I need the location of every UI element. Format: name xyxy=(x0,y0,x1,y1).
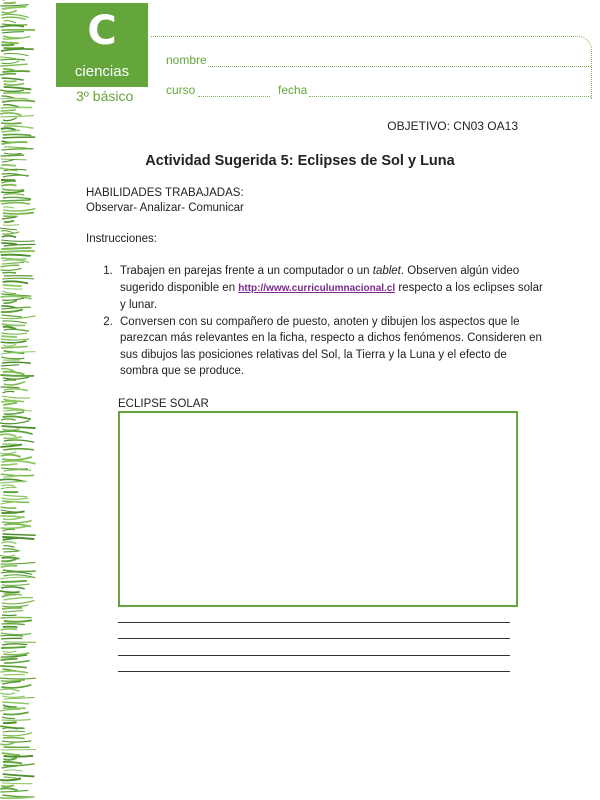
grass-blade xyxy=(2,461,36,464)
grass-blade xyxy=(1,107,33,108)
grass-blade xyxy=(1,468,28,469)
grass-blade xyxy=(0,577,31,579)
grass-blade xyxy=(4,620,32,621)
grass-blade xyxy=(1,336,17,337)
grass-blade xyxy=(3,281,28,283)
grass-blade xyxy=(1,566,18,567)
logo-letter: C xyxy=(87,8,117,54)
instruction-item-2: 2. Conversen con su compañero de puesto, anoten y dibujen los aspectos que le parezcan más relevantes en la ficha, respecto a dichos fenómenos. Consideren en sus dibujos las posiciones relativas del Sol, la Tierra y la Luna y el efecto de sombra que se produce. xyxy=(116,314,546,380)
student-info-frame xyxy=(151,36,592,99)
grass-blade xyxy=(2,189,24,190)
ciencias-logo xyxy=(56,3,148,87)
grass-blade xyxy=(3,71,30,72)
grass-blade xyxy=(3,209,35,211)
grass-blade xyxy=(2,624,25,625)
grass-blade xyxy=(1,17,26,19)
grass-blade xyxy=(0,678,36,679)
grass-blade xyxy=(3,722,17,723)
instruction-1-text-b: . Observen algún video sugerido disponible en xyxy=(120,265,520,294)
grass-blade xyxy=(3,551,17,552)
grass-blade xyxy=(1,719,30,720)
activity-title: Actividad Sugerida 5: Eclipses de Sol y Luna xyxy=(145,153,455,169)
grass-blade xyxy=(1,498,28,500)
logo-subject: ciencias xyxy=(74,63,130,80)
grass-blade xyxy=(1,581,27,582)
grass-blade xyxy=(0,778,21,780)
grass-blade xyxy=(3,372,25,375)
grass-blade xyxy=(0,116,33,117)
grass-blade xyxy=(1,617,32,618)
grass-blade xyxy=(4,389,28,391)
grass-blade xyxy=(2,584,30,585)
grass-blade xyxy=(2,521,31,523)
eclipse-solar-label: ECLIPSE SOLAR xyxy=(118,398,209,410)
grass-blade xyxy=(3,403,17,405)
grass-blade xyxy=(4,87,32,89)
grass-blade xyxy=(1,357,24,359)
grass-blade xyxy=(2,78,24,80)
grass-blade xyxy=(2,501,29,502)
grass-blade xyxy=(0,434,16,436)
grass-blade xyxy=(2,391,14,393)
grass-blade xyxy=(4,21,16,23)
grass-blade xyxy=(3,118,17,121)
grass-blade xyxy=(1,387,20,388)
grass-blade xyxy=(2,457,32,460)
grass-blade xyxy=(3,598,33,600)
grass-blade xyxy=(3,377,29,379)
skills-list: Observar- Analizar- Comunicar xyxy=(86,202,244,214)
grass-blade xyxy=(0,421,29,424)
grass-blade xyxy=(1,149,33,150)
grass-blade xyxy=(2,260,29,263)
grass-blade xyxy=(3,705,17,707)
objective-code: OBJETIVO: CN03 OA13 xyxy=(387,119,518,133)
grass-blade xyxy=(3,470,31,471)
grass-blade xyxy=(3,69,14,70)
nombre-field[interactable] xyxy=(208,66,591,67)
grass-blade xyxy=(2,32,24,33)
grass-blade xyxy=(2,605,28,607)
grass-blade xyxy=(0,591,20,592)
grass-blade xyxy=(4,244,36,246)
grass-blade xyxy=(4,412,24,414)
grass-blade xyxy=(3,627,18,628)
grass-blade xyxy=(3,207,14,208)
grass-blade xyxy=(2,137,35,138)
grass-blade xyxy=(3,194,24,195)
grass-blade xyxy=(3,758,16,760)
grass-blade xyxy=(4,329,29,331)
grass-blade xyxy=(3,764,34,766)
grass-blade xyxy=(2,324,26,325)
grass-blade xyxy=(3,774,35,776)
grass-blade xyxy=(0,452,16,454)
grass-blade xyxy=(2,278,34,279)
grass-blade xyxy=(2,298,24,300)
fecha-label: fecha xyxy=(278,83,308,97)
grass-blade xyxy=(3,213,34,214)
grass-blade xyxy=(4,437,22,439)
grass-blade xyxy=(4,440,34,442)
instruction-item-1 xyxy=(116,263,546,314)
grass-blade xyxy=(0,200,30,201)
grass-blade xyxy=(3,738,24,739)
grass-blade xyxy=(0,671,28,673)
grass-blade xyxy=(0,113,21,115)
grass-blade xyxy=(1,572,32,574)
grass-blade xyxy=(2,142,28,144)
grass-blade xyxy=(4,3,16,4)
grass-blade xyxy=(2,753,20,755)
grass-blade xyxy=(4,770,23,771)
grass-blade xyxy=(2,608,22,609)
grass-blade xyxy=(1,638,22,639)
grass-blade xyxy=(1,587,25,589)
grass-blade xyxy=(0,268,21,270)
curriculum-link[interactable]: http://www.curriculumnacional.cl xyxy=(238,282,396,294)
drawing-area[interactable] xyxy=(118,411,518,607)
grass-blade xyxy=(2,362,31,363)
grass-blade xyxy=(1,685,31,688)
grass-blade xyxy=(0,90,23,91)
grass-blade xyxy=(2,651,16,653)
grass-blade xyxy=(1,419,16,420)
grass-blade xyxy=(3,224,19,225)
grass-blade xyxy=(1,265,20,267)
grass-blade xyxy=(1,341,27,343)
grass-blade xyxy=(3,449,34,450)
grass-blade xyxy=(3,380,16,381)
instructions-heading: Instrucciones: xyxy=(86,233,157,245)
grass-blade xyxy=(1,310,23,313)
grass-blade xyxy=(1,128,16,130)
grass-blade xyxy=(3,731,25,732)
grass-blade xyxy=(1,485,14,486)
grass-blade xyxy=(0,790,28,792)
grass-blade xyxy=(1,307,30,309)
grass-blade xyxy=(1,633,31,635)
grass-blade xyxy=(2,696,25,697)
instruction-1-text-a: Trabajen en parejas frente a un computador o un xyxy=(120,265,373,277)
grass-blade xyxy=(2,315,22,317)
grass-blade xyxy=(3,570,36,572)
grass-blade xyxy=(2,741,31,742)
grass-blade xyxy=(3,301,17,304)
writing-line-3[interactable] xyxy=(118,655,510,656)
grass-blade xyxy=(3,291,17,293)
nombre-label: nombre xyxy=(166,53,207,67)
grass-blade xyxy=(1,130,20,132)
grass-blade xyxy=(3,345,16,347)
grass-blade xyxy=(4,756,34,757)
grass-blade xyxy=(4,382,26,385)
grass-blade xyxy=(1,243,17,244)
grass-blade xyxy=(2,558,20,559)
grass-blade xyxy=(1,296,32,299)
grass-blade xyxy=(2,10,17,13)
instruction-1-italic: tablet xyxy=(372,265,401,277)
grass-blade xyxy=(1,507,17,508)
grass-blade xyxy=(0,709,20,711)
grass-blade xyxy=(3,538,19,540)
grass-blade xyxy=(0,788,17,790)
grass-blade xyxy=(1,785,14,786)
grass-blade xyxy=(1,542,16,544)
grass-blade xyxy=(1,185,16,186)
grass-blade xyxy=(2,236,16,238)
grass-blade xyxy=(0,693,15,694)
grass-blade xyxy=(1,333,26,334)
grass-blade xyxy=(0,481,27,483)
grass-blade xyxy=(3,321,27,323)
grass-blade xyxy=(3,534,36,535)
grade-label: 3º básico xyxy=(76,88,134,104)
grass-blade xyxy=(0,251,35,252)
grass-blade xyxy=(4,777,17,778)
grass-blade xyxy=(0,502,15,504)
grass-blade xyxy=(1,647,26,648)
grass-blade xyxy=(0,57,16,59)
grass-blade xyxy=(0,228,17,230)
grass-blade xyxy=(4,84,24,85)
grass-blade xyxy=(1,487,17,489)
writing-line-1[interactable] xyxy=(118,622,510,623)
grass-blade xyxy=(2,100,35,102)
grass-blade xyxy=(3,285,22,286)
grass-blade xyxy=(1,255,31,256)
grass-blade xyxy=(1,365,19,366)
grass-blade xyxy=(3,197,31,199)
curso-field[interactable] xyxy=(198,96,270,97)
skills-heading: HABILIDADES TRABAJADAS: xyxy=(86,187,244,199)
grass-blade xyxy=(3,288,22,289)
grass-blade xyxy=(1,629,17,630)
grass-blade xyxy=(2,549,19,551)
grass-blade xyxy=(2,702,29,704)
grass-blade xyxy=(0,375,34,376)
grass-blade xyxy=(1,240,35,241)
grass-blade xyxy=(1,346,28,348)
grass-blade xyxy=(4,221,14,222)
grass-blade xyxy=(3,529,15,531)
grass-blade xyxy=(1,123,22,124)
fecha-field[interactable] xyxy=(309,96,591,97)
grass-blade xyxy=(2,595,17,597)
grass-blade xyxy=(1,181,16,183)
grass-blade xyxy=(0,64,27,66)
grass-blade xyxy=(0,666,27,668)
grass-blade xyxy=(1,110,16,111)
curso-label: curso xyxy=(166,83,196,97)
grass-blade xyxy=(2,396,30,398)
grass-blade xyxy=(1,562,36,564)
grass-blade xyxy=(1,464,17,465)
grass-blade xyxy=(1,248,31,249)
grass-blade xyxy=(1,49,34,51)
grass-blade xyxy=(0,555,15,556)
grass-blade xyxy=(0,635,23,636)
grass-blade xyxy=(1,659,18,660)
grass-blade xyxy=(2,262,25,264)
grass-blade xyxy=(3,53,28,55)
grass-blade xyxy=(3,495,27,497)
grass-blade xyxy=(2,733,32,736)
grass-blade xyxy=(1,680,25,681)
grass-border-decoration xyxy=(0,0,40,800)
grass-blade xyxy=(1,526,31,529)
grass-blade xyxy=(1,203,30,204)
grass-blade xyxy=(2,717,15,719)
grass-blade xyxy=(0,26,24,27)
instructions-list xyxy=(86,263,546,380)
grass-blade xyxy=(3,410,32,411)
grass-blade xyxy=(2,766,18,768)
grass-blade xyxy=(1,98,29,99)
grass-blade xyxy=(3,611,23,612)
grass-blade xyxy=(2,217,16,219)
grass-blade xyxy=(3,134,32,135)
grass-blade xyxy=(2,42,19,43)
grass-blade xyxy=(3,762,22,763)
grass-blade xyxy=(0,74,16,75)
grass-blade xyxy=(1,426,35,428)
grass-blade xyxy=(0,5,28,6)
grass-blade xyxy=(2,272,16,273)
grass-blade xyxy=(1,61,19,63)
grass-blade xyxy=(1,455,21,457)
grass-blade xyxy=(1,559,16,561)
grass-blade xyxy=(3,712,28,714)
grass-blade xyxy=(2,783,33,784)
writing-line-2[interactable] xyxy=(118,638,510,639)
grass-blade xyxy=(3,546,14,548)
grass-blade xyxy=(1,258,26,259)
grass-blade xyxy=(1,401,24,402)
grass-blade xyxy=(1,339,30,340)
grass-blade xyxy=(0,689,19,691)
grass-blade xyxy=(2,644,27,645)
grass-blade xyxy=(2,601,35,604)
grass-blade xyxy=(4,661,30,663)
instruction-1-text-c: respecto a los eclipses solar y lunar. xyxy=(120,281,543,311)
grass-blade xyxy=(0,59,25,60)
grass-blade xyxy=(2,7,26,9)
writing-line-4[interactable] xyxy=(118,671,510,672)
